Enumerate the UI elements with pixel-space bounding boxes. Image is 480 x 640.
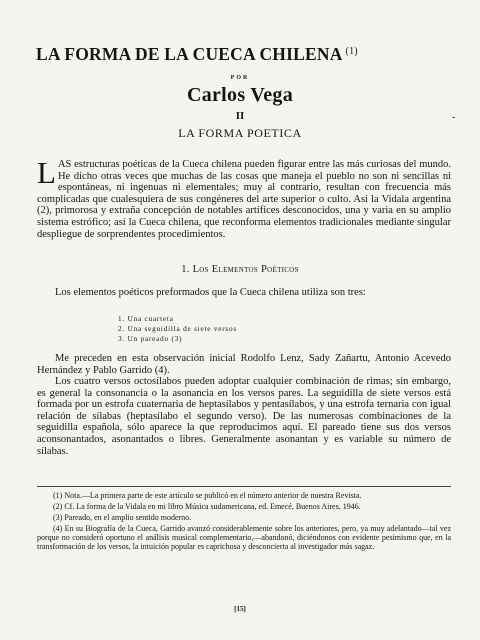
page-number: [15]: [234, 605, 246, 613]
byline-por: POR: [230, 75, 250, 81]
paragraph-intro: [37, 155, 451, 240]
paragraph-verses: Los cuatro versos octosílabos pueden adoptar cualquier combinación de rimas; sin embargo, es general la consonancia o la asonancia en los versos pares. La seguidilla de siete versos está formada por un estrofa cuaternaria de heptasílabos y pentasílabos, y una estrofa ternaria con igual relación de sílabas (heptasílabo el segundo verso). De las numerosas combinaciones de la seguidilla española, sólo aparece la que reproducimos aquí. El pareado tiene sus dos versos aconsonantados, asonantados o libres. Generalmente asonantan y es variable su número de sílabas.: [37, 376, 451, 457]
footnote: (4) En su Biografía de la Cueca, Garrido avanzó considerablemente sobre los anteriores, pero, ya muy adelantado—tal vez porque no consideró oportuno el análisis musical complementario,—abandonó, diciéndonos con evidente pesimismo que, en la transformación de los versos, la intuición popular es caprichosa y desconcierta al investigador más sagaz.: [37, 524, 451, 551]
elements-list: [118, 314, 237, 344]
article-title: [36, 44, 456, 65]
footnotes: [37, 491, 451, 553]
title-footnote-ref[interactable]: (1): [345, 46, 358, 57]
list-item: 1. Una cuarteta: [118, 315, 174, 323]
drop-cap: L: [37, 155, 56, 190]
section-heading: 1. Los Elementos Poéticos: [181, 264, 299, 275]
part-title: LA FORMA POETICA: [178, 126, 302, 140]
list-item: 2. Una seguidilla de siete versos: [118, 325, 238, 333]
author-name: Carlos Vega: [186, 84, 294, 106]
footnote: (2) Cf. La forma de la Vidala en mi libro Música sudamericana, ed. Emecé, Buenos Aires, 1946.: [53, 502, 361, 511]
paragraph-precedents: Me preceden en esta observación inicial Rodolfo Lenz, Sady Zañartu, Antonio Acevedo Hernández y Pablo Garrido (4).: [37, 353, 451, 376]
footnote: (1) Nota.—La primera parte de este artículo se publicó en el número anterior de nuestra Revista.: [53, 491, 362, 500]
footnote: (3) Pareado, en el amplio sentido moderno.: [53, 513, 192, 522]
paragraph-elements: Los elementos poéticos preformados que la Cueca chilena utiliza son tres:: [55, 287, 366, 298]
lead-word: AS: [57, 159, 72, 170]
article-title-text: LA FORMA DE LA CUECA CHILENA: [36, 44, 343, 64]
list-item: 3. Un pareado (3): [118, 335, 183, 343]
stray-mark: -: [452, 112, 456, 123]
footnote-divider: [37, 486, 451, 487]
part-number: II: [235, 110, 245, 122]
paragraph-intro-text: estructuras poéticas de la Cueca chilena pueden figurar entre las más curiosas del mundo. He dicho otras veces que muchas de las cosas que maneja el pueblo no son ni sencillas ni espontáneas, ni ingenuas ni elementales; muy al contrario, resultan con frecuencia más complicadas que cualesquiera de sus congéneres del arte superior o culto. Así la Vidala argentina (2), primorosa y extraña concepción de notables artífices desconocidos, una y varia en su amplio sistema estrófico; así la Cueca chilena, que reconforma elementos tradicionales mediante singular despliegue de sorprendentes procedimientos.: [37, 159, 451, 240]
